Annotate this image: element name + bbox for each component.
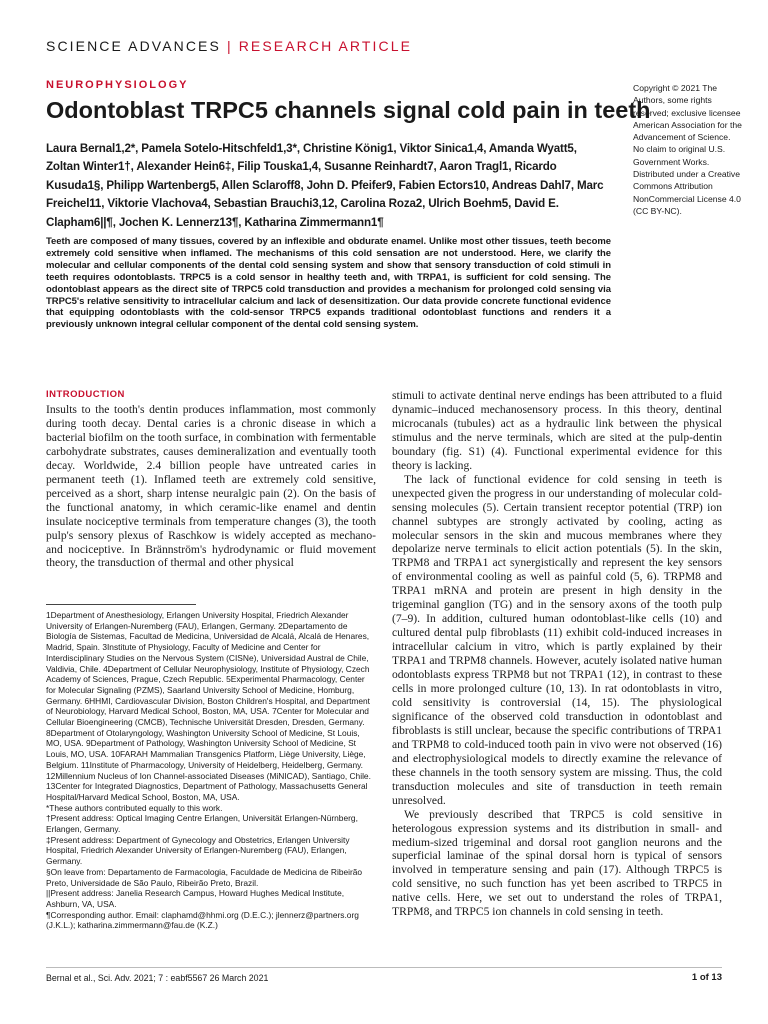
footnotes xyxy=(46,610,376,931)
footer-divider xyxy=(46,967,722,968)
footnote-corresponding-author: ¶Corresponding author. Email: claphamd@hhmi.org (D.E.C.); jlennerz@partners.org (J.K.L.); katharina.zimmermann@fau.de (K.Z.) xyxy=(46,909,359,931)
introduction-heading: INTRODUCTION xyxy=(46,389,125,400)
abstract: Teeth are composed of many tissues, covered by an inflexible and obdurate enamel. Unlike most other tissues, teeth become extremely cold sensitive when inflamed. The mechanisms of this cold sensation are not understood. Here, we clarify the molecular and cellular components of the dental cold sensing system and show that sensory transduction of cold stimuli in teeth requires odontoblasts. TRPC5 is a cold sensor in healthy teeth and, with TRPA1, is sufficient for cold sensing. The odontoblast appears as the direct site of TRPC5 cold transduction and provides a mechanism for prolonged cold sensing via TRPC5's relative sensitivity to intracellular calcium and lack of desensitization. Our data provide concrete functional evidence that equipping odontoblasts with the cold-sensor TRPC5 expands traditional odontoblast functions and renders it a previously unknown integral cellular component of the dental cold sensing system. xyxy=(46,236,611,331)
footnote-divider xyxy=(46,604,196,605)
article-title: Odontoblast TRPC5 channels signal cold pain in teeth xyxy=(46,97,651,123)
right-column xyxy=(392,389,722,919)
article-type: RESEARCH ARTICLE xyxy=(238,38,413,54)
footnote-on-leave: §On leave from: Departamento de Farmacologia, Faculdade de Medicina de Ribeirão Preto, Universidade de São Paulo, Ribeirão Preto, Brazil. xyxy=(46,866,363,888)
journal-header xyxy=(46,38,412,54)
intro-paragraph-1: Insults to the tooth's dentin produces inflammation, most commonly during tooth decay. Dental caries is a chronic disease in which a bacterial biofilm on the tooth surface, in combination with fermentable carbohydrate substrates, causes demineralization and eventually tooth decay. Worldwide, 2.4 billion people have untreated caries in permanent teeth (1). Inflamed teeth are extremely cold sensitive, perceived as a short, sharp intense neuralgic pain (2). On the basis of the functional anatomy, in which ceramic-like enamel and dentin insulate nociceptive terminals from temperature changes (3), the tooth pulp's sensory plexus of Raschkow is widely accepted as mechano- and nociceptive. In Brännström's hydrodynamic or fluid movement theory, the transduction of thermal and other physical xyxy=(46,403,376,570)
body-paragraph-2: The lack of functional evidence for cold sensing in teeth is unexpected given the progress in our understanding of molecular cold-sensing molecules (5). Certain transient receptor potential (TRP) ion channel subtypes are strongly activated by cooling, acting as molecular sensors in the skin and mucous membranes where they depolarize nerve terminals to elicit action potentials (5). In the skin, TRPM8 and TRPA1 act synergistically and represent the key sensors of environmental cooling as well as painful cold (5, 6). TRPM8 and TRPA1 mRNA and protein are present in high density in the trigeminal ganglion (TG) and in the sensory axons of the tooth pulp (7–9). In addition, cultured human odontoblast-like cells (10) and cultured dental pulp fibroblasts (11) exhibit cold-induced increases in intracellular calcium in vitro, which is partly explained by their TRPA1 and TRPM8 channels. However, acutely isolated native human odontoblasts express TRPM8 but not TRPA1 (12), in contrast to these cells in more prolonged culture (10, 13). In rat odontoblasts in vitro, cold sensitivity is controversial (14, 15). The physiological significance of the observed cold transduction in odontoblast and fibroblasts is still unclear, because the specific contributions of TRPA1 and TRPM8 to cold-induced tooth pain in vivo were not observed (16) and electrophysiological models to directly examine the relevance of these channels in the tooth sensory system are missing. Thus, the cold transduction molecules and site of transduction in teeth remain unresolved. xyxy=(392,472,722,807)
journal-name: SCIENCE ADVANCES xyxy=(46,38,221,54)
page-number: 1 of 13 xyxy=(691,972,722,983)
body-paragraph-1: stimuli to activate dentinal nerve endings has been attributed to a fluid dynamic–induced mechanosensory process. In this theory, dentinal microcanals (tubules) act as a hydraulic link between the physical stimulus and the nerve terminals, which are sited at the pulp-dentin boundary (fig. S1) (4). Functional experimental evidence for this theory is lacking. xyxy=(392,389,722,472)
footnote-present-address-3: ||Present address: Janelia Research Campus, Howard Hughes Medical Institute, Ashburn, VA, USA. xyxy=(46,888,345,909)
section-label: NEUROPHYSIOLOGY xyxy=(46,79,189,91)
citation: Bernal et al., Sci. Adv. 2021; 7 : eabf5567 26 March 2021 xyxy=(46,973,269,983)
footnote-equal-contribution: *These authors contributed equally to this work. xyxy=(46,802,223,813)
body-paragraph-3: We previously described that TRPC5 is cold sensitive in heterologous expression systems and its distribution in small- and medium-sized trigeminal and dorsal root ganglion neurons and the superficial laminae of the spinal dorsal horn is typical of sensors involved in temperature sensing and pain (17). Although TRPC5 is cold sensitive, no such function has yet been ascribed to TRPC5 in native cells. Here, we set out to understand the roles of TRPA1, TRPM8, and TRPC5 ion channels in cold sensing in teeth. xyxy=(392,807,722,919)
author-list: Laura Bernal1,2*, Pamela Sotelo-Hitschfeld1,3*, Christine König1, Viktor Sinica1,4, Amanda Wyatt5, Zoltan Winter1†, Alexander Hein6‡, Filip Touska1,4, Susanne Reinhardt7, Aaron Tragl1, Ricardo Kusuda1§, Philipp Wartenberg5, Allen Sclaroff8, John D. Pfeifer9, Fabien Ectors10, Andreas Dahl7, Marc Freichel11, Viktorie Vlachova4, Sebastian Brauchi3,12, Carolina Roza2, Ulrich Boehm5, David E. Clapham6||¶, Jochen K. Lennerz13¶, Katharina Zimmermann1¶ xyxy=(46,142,604,229)
footnote-present-address-1: †Present address: Optical Imaging Centre Erlangen, Universität Erlangen-Nürnberg, Erlangen, Germany. xyxy=(46,813,358,835)
header-separator: | xyxy=(226,38,233,54)
footnote-present-address-2: ‡Present address: Department of Gynecology and Obstetrics, Erlangen University Hospital, Friedrich Alexander University of Erlangen-Nuremberg (FAU), Erlangen, Germany. xyxy=(46,834,350,867)
copyright-notice: Copyright © 2021 The Authors, some rights reserved; exclusive licensee American Association for the Advancement of Science. No claim to original U.S. Government Works. Distributed under a Creative Commons Attribution NonCommercial License 4.0 (CC BY-NC). xyxy=(633,83,742,216)
left-column xyxy=(46,389,376,570)
affiliations: 1Department of Anesthesiology, Erlangen University Hospital, Friedrich Alexander University of Erlangen-Nuremberg (FAU), Erlangen, Germany. 2Departamento de Biología de Sistemas, Facultad de Medicina, Universidad de Alcalá, Alcalá de Henares, Madrid, Spain. 3Institute of Physiology, Faculty of Medicine and Center for Interdisciplinary Studies on the Nervous System (CISNe), Universidad Austral de Chile, Valdivia, Chile. 4Department of Cellular Neurophysiology, Institute of Physiology, Czech Academy of Sciences, Prague, Czech Republic. 5Experimental Pharmacology, Center for Molecular Signaling (PZMS), Saarland University School of Medicine, Homburg, Germany. 6HHMI, Cardiovascular Division, Boston Children's Hospital, and Department of Neurobiology, Harvard Medical School, Boston, MA, USA. 7Center for Molecular and Cellular Bioengineering (CMCB), Technische Universität Dresden, Dresden, Germany. 8Department of Otolaryngology, Washington University School of Medicine, St Louis, MO, USA. 9Department of Pathology, Washington University School of Medicine, St Louis, MO, USA. 10FARAH Mammalian Transgenics Platform, Liège University, Liège, Belgium. 11Institute of Pharmacology, University of Heidelberg, Heidelberg, Germany. 12Millennium Nucleus of Ion Channel-associated Diseases (MiNICAD), Santiago, Chile. 13Center for Integrated Diagnostics, Department of Pathology, Massachusetts General Hospital/Harvard Medical School, Boston, MA, USA. xyxy=(46,610,371,802)
